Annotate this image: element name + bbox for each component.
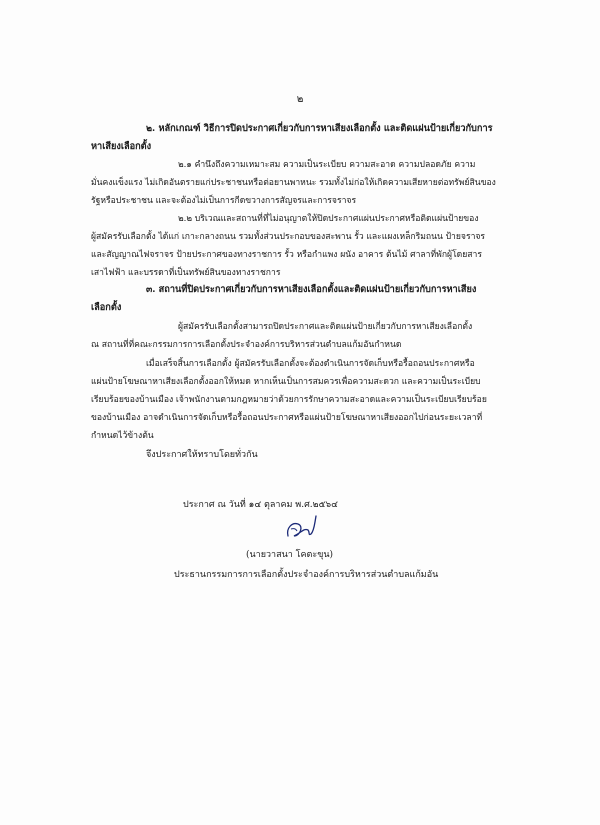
section-3-heading-cont [91,299,121,317]
section-2-heading-line-2: หาเสียงเลือกตั้ง [91,141,152,152]
section-2-heading-line-1: ๒. หลักเกณฑ์ วิธีการปิดประกาศเกี่ยวกับการหาเสียงเลือกตั้ง และติดแผ่นป้ายเกี่ยวกับการ [146,123,493,134]
section-3-heading-line-1: ๓. สถานที่ปิดประกาศเกี่ยวกับการหาเสียงเลือกตั้งและติดแผ่นป้ายเกี่ยวกับการหาเสียง [146,284,477,295]
signatory-name: (นายวาสนา โคตะขุน) [246,550,334,560]
clause-2-1-body [91,174,496,210]
section-3-para-1-line-2: ณ สถานที่ที่คณะกรรมการการเลือกตั้งประจำองค์การบริหารส่วนตำบลแก้มอันกำหนด [91,340,402,350]
section-3-para-2-line-3: เรียบร้อยของบ้านเมือง เจ้าพนักงานตามกฎหมายว่าด้วยการรักษาความสะอาดและความเป็นระเบียบเรียบร้อย [91,395,487,405]
clause-2-1 [178,156,475,174]
section-3-heading [146,281,476,299]
section-2-heading [146,120,493,138]
section-3-heading-line-2: เลือกตั้ง [91,302,122,313]
clause-2-1-line-2: มั่นคงแข็งแรง ไม่เกิดอันตรายแก่ประชาชนหรือต่อยานพาหนะ รวมทั้งไม่ก่อให้เกิดความเสียหายต่อทรัพย์สินของ [91,178,496,188]
section-3-para-1-line-1: ผู้สมัครรับเลือกตั้งสามารถปิดประกาศและติดแผ่นป้ายเกี่ยวกับการหาเสียงเลือกตั้ง [178,322,473,332]
clause-2-2-line-2: ผู้สมัครรับเลือกตั้ง ได้แก่ เกาะกลางถนน รวมทั้งส่วนประกอบของสะพาน รั้ว และแผงเหล็กริมถนน ป้ายจราจร [91,232,486,242]
section-3-para-1 [178,318,472,336]
section-3-para-2-body [91,373,487,445]
section-3-para-2-line-5: กำหนดไว้ข้างต้น [91,431,154,441]
page-number: ๒ [296,94,304,105]
section-3-para-2-line-4: ของบ้านเมือง อาจดำเนินการจัดเก็บหรือรื้อถอนประกาศหรือแผ่นป้ายโฆษณาหาเสียงออกไปก่อนระยะเวลาที่ [91,413,483,423]
section-3-para-2-line-2: แผ่นป้ายโฆษณาหาเสียงเลือกตั้งออกให้หมด หากเห็นเป็นการสมควรเพื่อความสะดวก และความเป็นระเบียบ [91,377,481,387]
clause-2-1-line-3: รัฐหรือประชาชน และจะต้องไม่เป็นการกีดขวางการสัญจรและการจราจร [91,196,357,206]
section-3-para-2-line-1: เมื่อเสร็จสิ้นการเลือกตั้ง ผู้สมัครรับเลือกตั้งจะต้องดำเนินการจัดเก็บหรือรื้อถอนประกาศหรือ [146,359,475,369]
clause-2-2-body [91,228,485,282]
handwritten-signature [282,512,322,546]
clause-2-2-line-1: ๒.๒ บริเวณและสถานที่ที่ไม่อนุญาตให้ปิดประกาศแผ่นประกาศหรือติดแผ่นป้ายของ [178,214,479,224]
signatory-title: ประธานกรรมการการเลือกตั้งประจำองค์การบริหารส่วนตำบลแก้มอัน [174,570,439,580]
clause-2-2 [178,210,479,228]
section-3-para-1-body [91,336,401,354]
clause-2-2-line-4: เสาไฟฟ้า และบรรดาที่เป็นทรัพย์สินของทางราชการ [91,268,281,278]
section-3-para-2 [146,355,475,373]
closing-statement: จึงประกาศให้ทราบโดยทั่วกัน [146,450,258,460]
clause-2-2-line-3: และสัญญาณไฟจราจร ป้ายประกาศของทางราชการ รั้ว หรือกำแพง ผนัง อาคาร ต้นไม้ ศาลาที่พักผู้โดยสาร [91,250,482,260]
announcement-date: ประกาศ ณ วันที่ ๑๔ ตุลาคม พ.ศ.๒๕๖๔ [183,500,338,510]
section-2-heading-cont [91,138,151,156]
clause-2-1-line-1: ๒.๑ คำนึงถึงความเหมาะสม ความเป็นระเบียบ ความสะอาด ความปลอดภัย ความ [178,160,476,170]
